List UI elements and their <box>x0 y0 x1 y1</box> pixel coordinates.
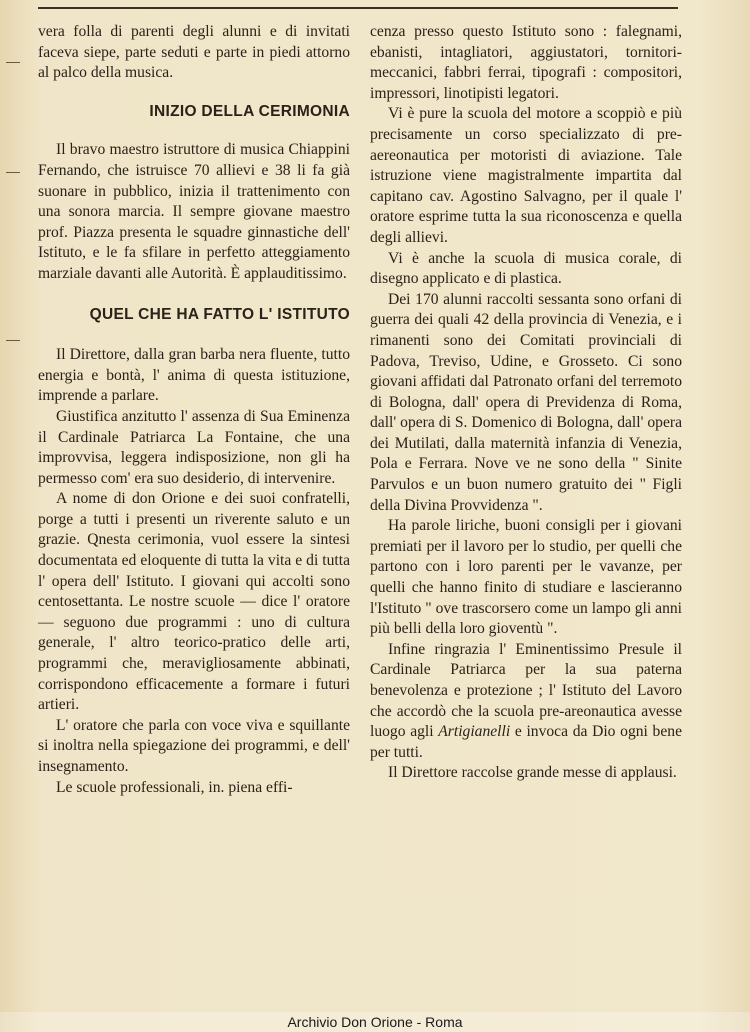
archive-footer: Archivio Don Orione - Roma <box>287 1014 463 1030</box>
margin-mark <box>6 340 20 341</box>
paragraph: Il bravo maestro istruttore di musica Chiappini Fernando, che istruisce 70 allievi e 38 li fa già suonare in pubblico, inizia il trattenimento con una sonora marcia. Il sempre giovane maestro prof. Piazza presenta le squadre ginnastiche dell' Istituto, e le fa sfilare in perfetto atteggiamento marziale davanti alle Autorità. È applauditissimo. <box>38 141 350 282</box>
left-column <box>38 22 350 798</box>
paragraph: cenza presso questo Istituto sono : falegnami, ebanisti, intagliatori, aggiustatori, tornitori-meccanici, fabbri ferrai, tipografi : compositori, impressori, linotipisti legatori. <box>370 23 682 102</box>
paragraph: A nome di don Orione e dei suoi confratelli, porge a tutti i presenti un riverente saluto e un grazie. Qnesta cerimonia, vuol essere la sintesi documentata ed eloquente di tutta la vita e di tutta l' opera dell' Istituto. I giovani qui accolti sono centosettanta. Le nostre scuole — dice l' oratore — seguono due programmi : uno di cultura generale, l' altro teorico-pratico delle arti, programmi che, meravigliosamente abbinati, corrispondono efficacemente a formare i futuri artieri. <box>38 490 350 714</box>
paragraph-text: e invoca da Dio ogni bene per tutti. <box>370 723 682 761</box>
paragraph: Il Direttore, dalla gran barba nera fluente, tutto energia e bontà, l' anima di questa istituzione, imprende a parlare. <box>38 346 350 405</box>
section-heading: QUEL CHE HA FATTO L' ISTITUTO <box>89 305 350 323</box>
right-column <box>370 22 682 784</box>
paragraph: L' oratore che parla con voce viva e squillante si inoltra nella spiegazione dei programmi, e dell' insegnamento. <box>38 716 350 775</box>
paragraph: Vi è pure la scuola del motore a scoppiò e più precisamente un corso specializzato di pre-aereonautica per motoristi di aviazione. Tale istruzione viene magistralmente impartita dal capitano cav. Agostino Salvagno, per il quale l' oratore esprime tutta la sua riconoscenza e quella degli allievi. <box>370 105 682 246</box>
paragraph-text: Infine ringrazia l' Eminentissimo Presule il Cardinale Patriarca per la sua paterna benevolenza e protezione ; l' Istituto del Lavoro che accordò che la scuola pre-areonautica avesse luogo agli <box>370 640 682 741</box>
paragraph <box>370 640 682 764</box>
paragraph: Dei 170 alunni raccolti sessanta sono orfani di guerra dei quali 42 della provincia di Venezia, e i rimanenti sono dei Comitati provinciali di Padova, Treviso, Udine, e Grosseto. Ci sono giovani affidati dal Patronato orfani del terremoto di Bologna, dall' opera di Previdenza di Roma, dall' opera di S. Domenico di Bologna, dall' opera dei Mutilati, dalla maternità infanzia di Venezia, Pola e Ferrara. Nove ve ne sono della " Sinite Parvulos e un buon numero gratuito dei " Figli della Divina Provvidenza ". <box>370 290 682 514</box>
section-heading: INIZIO DELLA CERIMONIA <box>149 102 350 120</box>
paragraph: Ha parole liriche, buoni consigli per i giovani premiati per il lavoro per lo studio, per quelli che partono con i loro parenti per le vavanze, per quelli che hanno finito di studiare e lascieranno l'Istituto " ove trascorsero come un lampo gli anni più belli della loro gioventù ". <box>370 517 682 638</box>
margin-mark <box>6 62 20 63</box>
paragraph: vera folla di parenti degli alunni e di invitati faceva siepe, parte seduti e parte in piedi attorno al palco della musica. <box>38 23 350 82</box>
paragraph: Il Direttore raccolse grande messe di applausi. <box>388 764 677 782</box>
paragraph: Giustifica anzitutto l' assenza di Sua Eminenza il Cardinale Patriarca La Fontaine, che una improvvisa, leggera indisposizione, non gli ha permesso com' era suo desiderio, di intervenire. <box>38 407 350 487</box>
margin-mark <box>6 172 20 173</box>
italic-term: Artigianelli <box>438 723 511 741</box>
top-rule <box>38 7 678 9</box>
paragraph: Vi è anche la scuola di musica corale, di disegno applicato e di plastica. <box>370 249 682 288</box>
paragraph: Le scuole professionali, in. piena effi- <box>56 778 293 796</box>
